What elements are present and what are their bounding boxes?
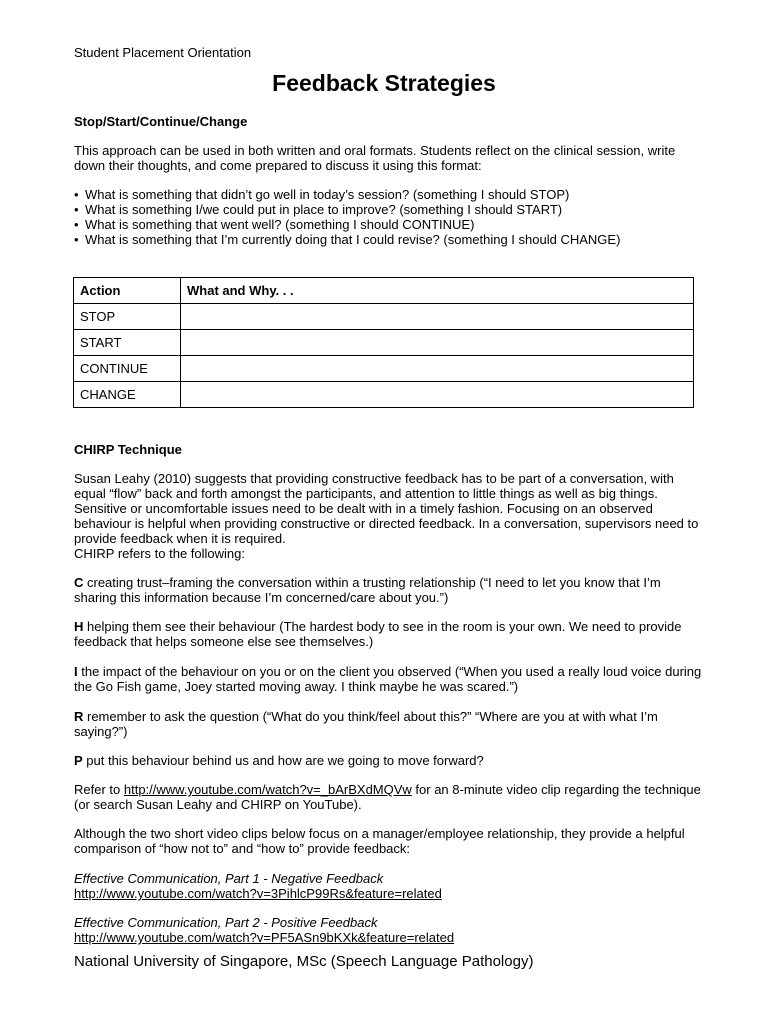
video1-link[interactable]: http://www.youtube.com/watch?v=3PihlcP99Rs&feature=related <box>74 886 442 901</box>
table-cell-action: CONTINUE <box>74 356 181 382</box>
comparison-paragraph: Although the two short video clips below focus on a manager/employee relationship, they provide a helpful comparison of “how not to” and “how to” provide feedback: <box>74 826 685 856</box>
section-heading-chirp: CHIRP Technique <box>74 442 182 457</box>
question-list <box>74 187 704 247</box>
video1-block <box>74 871 704 901</box>
table-row <box>74 330 694 356</box>
chirp-item-h: H helping them see their behaviour (The hardest body to see in the room is your own. We need to provide feedback that helps someone else see themselves.) <box>74 619 682 649</box>
chirp-item-r: R remember to ask the question (“What do you think/feel about this?” “Where are you at with what I’m saying?”) <box>74 709 658 739</box>
table-cell-empty <box>181 330 694 356</box>
table-row <box>74 382 694 408</box>
section-intro: This approach can be used in both written and oral formats. Students reflect on the clinical session, write down their thoughts, and come prepared to discuss it using this format: <box>74 143 676 173</box>
video2-title: Effective Communication, Part 2 - Positive Feedback <box>74 915 378 930</box>
refer-paragraph: Refer to http://www.youtube.com/watch?v=_bArBXdMQVw for an 8-minute video clip regarding the technique (or search Susan Leahy and CHIRP on YouTube). <box>74 782 701 812</box>
chirp-letter: I <box>74 664 78 679</box>
chirp-letter: R <box>74 709 84 724</box>
chirp-letter: P <box>74 753 83 768</box>
table-cell-action: STOP <box>74 304 181 330</box>
section-heading-stop-start: Stop/Start/Continue/Change <box>74 114 248 129</box>
chirp-item-c: C creating trust–framing the conversation within a trusting relationship (“I need to let you know that I’m sharing this information because I’m concerned/care about you.”) <box>74 575 661 605</box>
column-header-what-and-why: What and Why. . . <box>181 278 694 304</box>
list-item: • What is something that didn’t go well in today’s session? (something I should STOP) <box>74 187 704 202</box>
list-item: • What is something that went well? (something I should CONTINUE) <box>74 217 704 232</box>
table-header-row <box>74 278 694 304</box>
table-cell-empty <box>181 356 694 382</box>
table-cell-empty <box>181 382 694 408</box>
list-item: • What is something I/we could put in place to improve? (something I should START) <box>74 202 704 217</box>
chirp-video-link[interactable]: http://www.youtube.com/watch?v=_bArBXdMQVw <box>123 782 412 797</box>
action-table <box>73 277 694 408</box>
chirp-letter: C <box>74 575 84 590</box>
table-row <box>74 356 694 382</box>
page-footer: National University of Singapore, MSc (Speech Language Pathology) <box>74 953 534 970</box>
video2-link[interactable]: http://www.youtube.com/watch?v=PF5ASn9bKXk&feature=related <box>74 930 455 945</box>
list-item: • What is something that I’m currently doing that I could revise? (something I should CHANGE) <box>74 232 704 247</box>
table-cell-empty <box>181 304 694 330</box>
page-title: Feedback Strategies <box>272 70 496 96</box>
chirp-intro: Susan Leahy (2010) suggests that providing constructive feedback has to be part of a conversation, with equal “flow” back and forth amongst the participants, and attention to little things as well as big things. Sensitive or uncomfortable issues need to be dealt with in a timely fashion. Focusing on an observed behaviour is helpful when providing constructive or directed feedback. In a conversation, supervisors need to provide feedback when it is required. CHIRP refers to the following: <box>74 471 699 561</box>
table-cell-action: CHANGE <box>74 382 181 408</box>
table-row <box>74 304 694 330</box>
video1-title: Effective Communication, Part 1 - Negative Feedback <box>74 871 384 886</box>
chirp-letter: H <box>74 619 84 634</box>
header-label: Student Placement Orientation <box>74 45 252 60</box>
chirp-item-i: I the impact of the behaviour on you or on the client you observed (“When you used a really loud voice during the Go Fish game, Joey started moving away. I think maybe he was scared.”) <box>74 664 702 694</box>
video2-block <box>74 915 704 945</box>
column-header-action: Action <box>74 278 181 304</box>
table-cell-action: START <box>74 330 181 356</box>
chirp-item-p: P put this behaviour behind us and how are we going to move forward? <box>74 753 484 768</box>
